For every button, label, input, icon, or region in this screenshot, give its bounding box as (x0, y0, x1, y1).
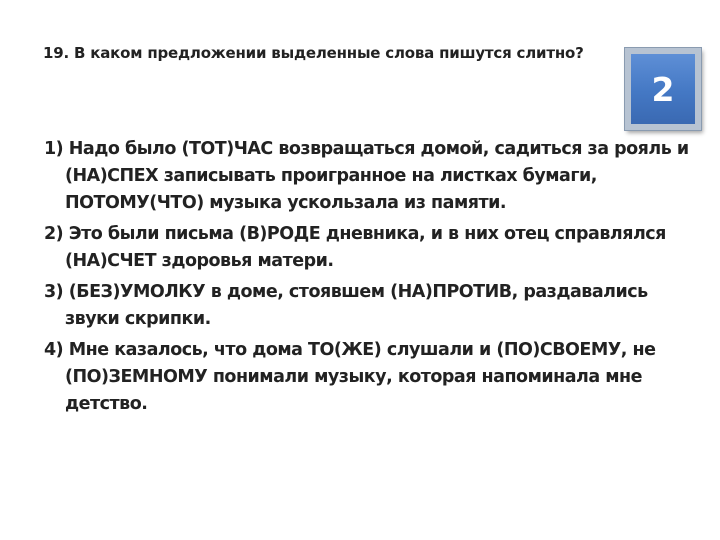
answer-option-3: 3) (БЕЗ)УМОЛКУ в доме, стоявшем (НА)ПРОТИВ, раздавались звуки скрипки. (44, 282, 648, 329)
answer-badge-label: 2 (651, 69, 675, 109)
question-title: 19. В каком предложении выделенные слова пишутся слитно? (43, 44, 584, 62)
answer-badge[interactable] (625, 48, 701, 130)
answer-option-2: 2) Это были письма (В)РОДЕ дневника, и в них отец справлялся (НА)СЧЕТ здоровья матери. (44, 224, 666, 271)
answer-option-1: 1) Надо было (ТОТ)ЧАС возвращаться домой, садиться за рояль и (НА)СПЕХ записывать проигранное на листках бумаги, ПОТОМУ(ЧТО) музыка ускользала из памяти. (44, 139, 689, 213)
answer-option-4: 4) Мне казалось, что дома ТО(ЖЕ) слушали и (ПО)СВОЕМУ, не (ПО)ЗЕМНОМУ понимали музыку, которая напоминала мне детство. (44, 340, 656, 414)
answer-options-list (44, 136, 694, 422)
